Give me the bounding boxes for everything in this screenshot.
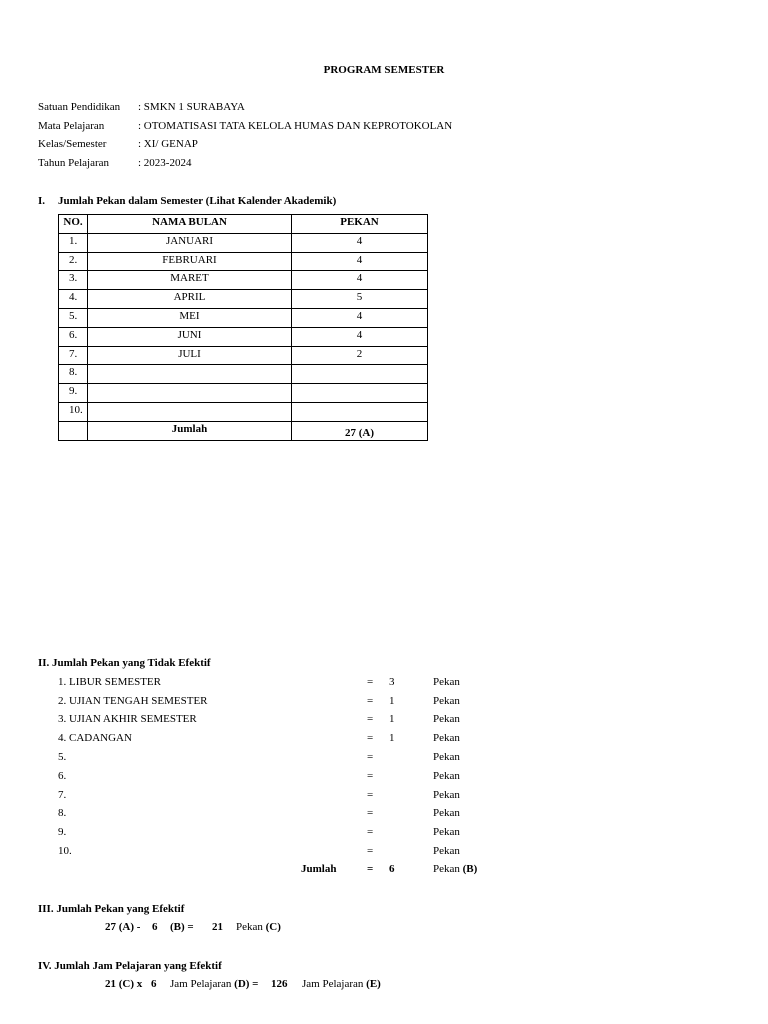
list-item-label: 8. [58,807,67,819]
months-table [58,214,428,441]
table-row [59,327,428,346]
row-bulan: FEBRUARI [88,252,292,271]
row-bulan: JULI [88,346,292,365]
list-item-unit: Pekan [433,789,460,801]
list-item-equals: = [367,751,374,763]
section-4-d: 6 [151,978,157,990]
section-3-result: 21 [212,921,223,933]
table-header-row [59,215,428,234]
row-bulan: JUNI [88,327,292,346]
table-row [59,346,428,365]
row-bulan: JANUARI [88,233,292,252]
list-item-equals: = [367,807,374,819]
section-2-heading: II. Jumlah Pekan yang Tidak Efektif [38,657,211,669]
header-pekan: PEKAN [292,215,428,234]
row-pekan: 4 [292,233,428,252]
section-3-unit: Pekan [236,921,263,933]
list-item-equals: = [367,695,374,707]
section-4-heading: IV. Jumlah Jam Pelajaran yang Efektif [38,960,222,972]
row-no: 10. [59,402,88,421]
section-2-total-equals: = [367,863,374,875]
mata-pelajaran-value: : OTOMATISASI TATA KELOLA HUMAS DAN KEPROTOKOLAN [138,120,453,132]
section-3-b: 6 [152,921,158,933]
list-item-value: 1 [389,713,395,725]
list-item-equals: = [367,789,374,801]
section-2-total-unit [433,863,477,875]
section-3-unit-group [236,921,281,933]
total-value: 27 (A) [292,421,428,440]
list-item-label: 1. LIBUR SEMESTER [58,676,161,688]
section-3-heading: III. Jumlah Pekan yang Efektif [38,903,185,915]
list-item-unit: Pekan [433,770,460,782]
list-item-unit: Pekan [433,751,460,763]
row-bulan [88,384,292,403]
list-item-label: 3. UJIAN AKHIR SEMESTER [58,713,197,725]
list-item-value: 1 [389,695,395,707]
list-item-equals: = [367,770,374,782]
section-2-total-code: (B) [462,863,478,875]
row-pekan: 4 [292,252,428,271]
header-no: NO. [59,215,88,234]
row-pekan: 4 [292,271,428,290]
header-nama-bulan: NAMA BULAN [88,215,292,234]
table-row [59,308,428,327]
row-pekan [292,365,428,384]
list-item-label: 7. [58,789,67,801]
row-no: 5. [59,308,88,327]
list-item-label: 4. CADANGAN [58,732,132,744]
list-item-unit: Pekan [433,826,460,838]
section-4-d-group [170,978,258,990]
table-row [59,290,428,309]
row-no: 1. [59,233,88,252]
row-no: 8. [59,365,88,384]
list-item-label: 6. [58,770,67,782]
section-4-code: (E) [366,978,381,990]
section-4-result: 126 [271,978,288,990]
table-row [59,271,428,290]
section-4-c: 21 (C) x [105,978,143,990]
total-label: Jumlah [88,421,292,440]
row-pekan [292,384,428,403]
satuan-pendidikan-label: Satuan Pendidikan [38,101,121,113]
section-3-b-code: (B) = [170,921,194,933]
row-no: 9. [59,384,88,403]
list-item-equals: = [367,845,374,857]
table-row [59,365,428,384]
kelas-semester-label: Kelas/Semester [38,138,107,150]
total-empty-cell [59,421,88,440]
row-bulan [88,365,292,384]
list-item-unit: Pekan [433,713,460,725]
list-item-value: 1 [389,732,395,744]
list-item-label: 2. UJIAN TENGAH SEMESTER [58,695,208,707]
row-bulan: MARET [88,271,292,290]
row-bulan: APRIL [88,290,292,309]
section-4-d-label: Jam Pelajaran [170,978,232,990]
row-no: 2. [59,252,88,271]
list-item-unit: Pekan [433,845,460,857]
row-pekan [292,402,428,421]
table-row [59,384,428,403]
mata-pelajaran-label: Mata Pelajaran [38,120,105,132]
table-row [59,402,428,421]
page-title: PROGRAM SEMESTER [323,64,445,76]
section-2-total-label: Jumlah [301,863,337,875]
row-bulan: MEI [88,308,292,327]
row-bulan [88,402,292,421]
row-pekan: 4 [292,308,428,327]
tahun-pelajaran-value: : 2023-2024 [138,157,192,169]
row-no: 6. [59,327,88,346]
section-4-d-code: (D) = [234,978,259,990]
list-item-label: 9. [58,826,67,838]
list-item-unit: Pekan [433,807,460,819]
table-total-row [59,421,428,440]
section-2-total-value: 6 [389,863,395,875]
tahun-pelajaran-label: Tahun Pelajaran [38,157,110,169]
list-item-unit: Pekan [433,676,460,688]
section-4-unit: Jam Pelajaran [302,978,364,990]
section-1-number: I. [38,195,46,207]
row-no: 4. [59,290,88,309]
list-item-equals: = [367,732,374,744]
row-pekan: 2 [292,346,428,365]
list-item-label: 10. [58,845,72,857]
section-3-code: (C) [265,921,281,933]
satuan-pendidikan-value: : SMKN 1 SURABAYA [138,101,245,113]
list-item-equals: = [367,676,374,688]
list-item-label: 5. [58,751,67,763]
list-item-equals: = [367,713,374,725]
list-item-unit: Pekan [433,695,460,707]
row-no: 7. [59,346,88,365]
section-2-total-unit-text: Pekan [433,863,460,875]
list-item-equals: = [367,826,374,838]
kelas-semester-value: : XI/ GENAP [138,138,198,150]
row-pekan: 4 [292,327,428,346]
list-item-unit: Pekan [433,732,460,744]
section-4-unit-group [302,978,381,990]
row-pekan: 5 [292,290,428,309]
table-row [59,252,428,271]
row-no: 3. [59,271,88,290]
list-item-value: 3 [389,676,395,688]
table-row [59,233,428,252]
section-1-heading: Jumlah Pekan dalam Semester (Lihat Kalender Akademik) [58,195,337,207]
section-3-a: 27 (A) - [105,921,141,933]
